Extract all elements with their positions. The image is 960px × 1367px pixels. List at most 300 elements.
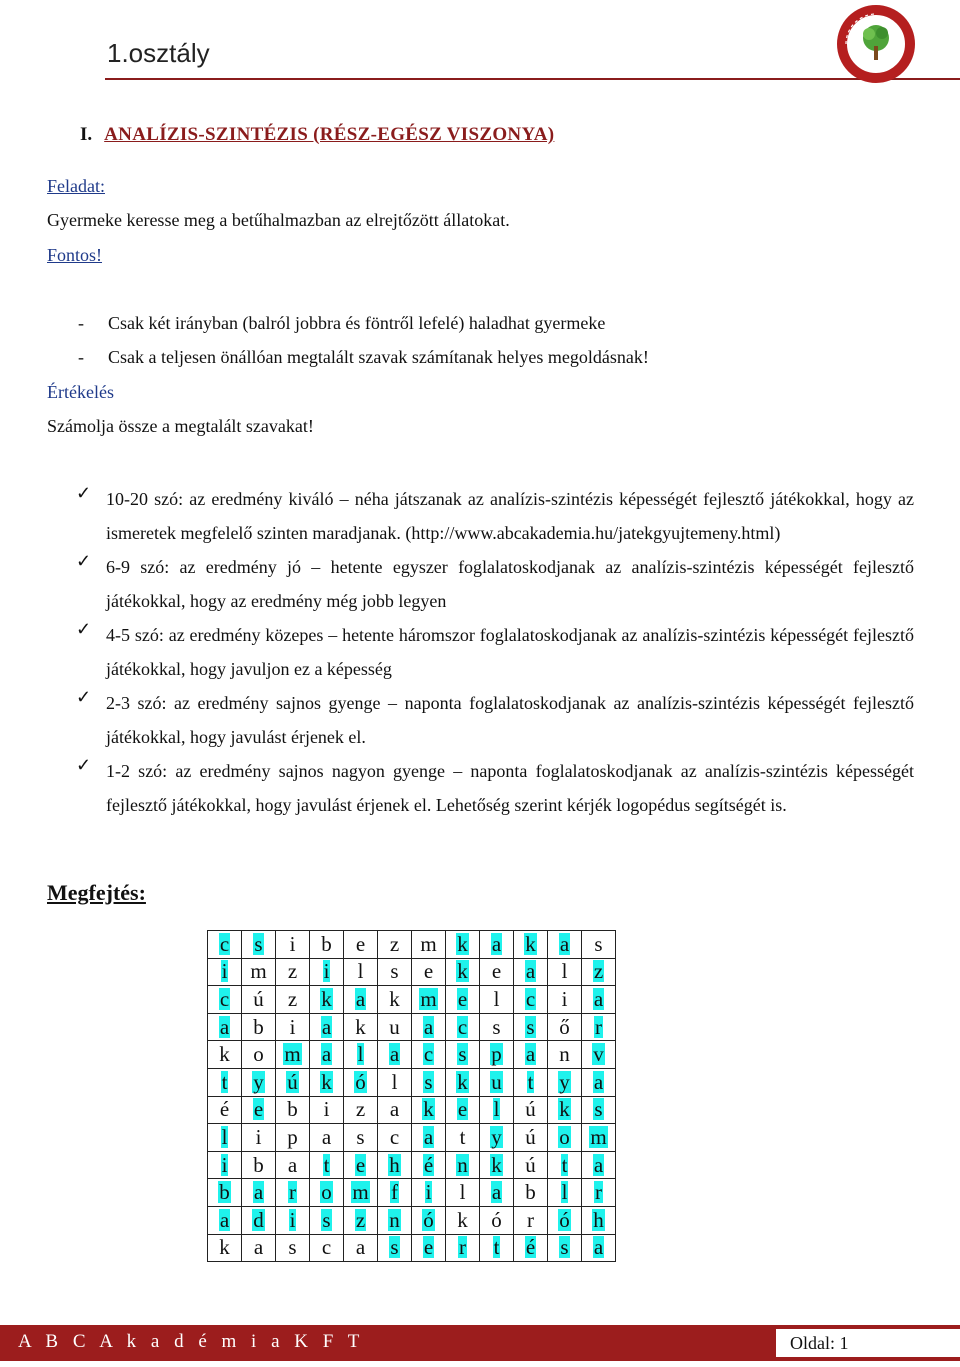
grid-cell	[446, 1234, 480, 1262]
grid-cell	[480, 1096, 514, 1124]
header-divider	[105, 78, 960, 80]
grid-letter: z	[287, 959, 298, 984]
grid-cell	[582, 986, 616, 1014]
grid-cell	[310, 1206, 344, 1234]
grid-letter: i	[289, 1014, 296, 1039]
grid-cell	[480, 1068, 514, 1096]
grid-row	[208, 986, 616, 1014]
grid-cell	[514, 1124, 548, 1152]
grid-letter-highlighted: i	[289, 1207, 296, 1232]
grid-letter-highlighted: k	[321, 986, 332, 1011]
grid-letter-highlighted: a	[219, 1207, 230, 1232]
footer-bar	[0, 1325, 960, 1361]
grid-letter-highlighted: r	[459, 1235, 466, 1260]
grid-letter: i	[289, 931, 296, 956]
grid-letter-highlighted: s	[594, 1097, 603, 1122]
grid-cell	[208, 958, 242, 986]
grid-cell	[344, 1096, 378, 1124]
grid-letter: ú	[253, 986, 264, 1011]
grid-cell	[480, 1013, 514, 1041]
grid-cell	[548, 1013, 582, 1041]
grid-letter-highlighted: a	[423, 1014, 434, 1039]
grid-letter-highlighted: k	[457, 931, 468, 956]
grid-cell	[412, 1206, 446, 1234]
grid-letter-highlighted: a	[423, 1124, 434, 1149]
grid-cell	[208, 1151, 242, 1179]
grid-cell	[208, 1234, 242, 1262]
grid-letter: k	[389, 986, 400, 1011]
grid-cell	[310, 1013, 344, 1041]
grid-letter-highlighted: r	[595, 1180, 602, 1205]
abc-akademia-logo	[836, 4, 916, 84]
grid-cell	[276, 1013, 310, 1041]
grid-cell	[446, 1124, 480, 1152]
grid-letter-highlighted: i	[221, 1152, 228, 1177]
grid-cell	[514, 986, 548, 1014]
grid-cell	[378, 1179, 412, 1207]
grid-letter-highlighted: h	[389, 1152, 400, 1177]
grid-letter-highlighted: a	[593, 986, 604, 1011]
grid-letter-highlighted: l	[357, 1042, 364, 1067]
grid-letter-highlighted: t	[221, 1069, 228, 1094]
rating-item-text: 10-20 szó: az eredmény kiváló – néha játszanak az analízis-szintézis képességét fejlesztő játékokkal, hogy az ismeretek megfelelő szinten maradjanak. (http://www.abcakademia.hu/jatekgyujtemeny.html)	[106, 489, 914, 543]
grid-letter: a	[321, 1124, 332, 1149]
grid-cell	[412, 1096, 446, 1124]
grid-cell	[514, 931, 548, 959]
grid-cell	[480, 1206, 514, 1234]
grid-cell	[480, 1234, 514, 1262]
grid-cell	[412, 1041, 446, 1069]
grid-letter: b	[287, 1097, 298, 1122]
grid-cell	[582, 931, 616, 959]
grid-letter: l	[357, 959, 364, 984]
grid-letter-highlighted: é	[423, 1152, 434, 1177]
grid-cell	[514, 1206, 548, 1234]
grid-letter-highlighted: n	[457, 1152, 468, 1177]
ertekeles-text: Számolja össze a megtalált szavakat!	[47, 416, 314, 436]
grid-cell	[582, 1041, 616, 1069]
grid-cell	[446, 1013, 480, 1041]
grid-letter-highlighted: n	[389, 1207, 400, 1232]
grid-cell	[480, 1151, 514, 1179]
grid-letter: n	[559, 1042, 570, 1067]
feladat-text: Gyermeke keresse meg a betűhalmazban az elrejtőzött állatokat.	[47, 210, 510, 230]
rating-checklist	[76, 482, 914, 822]
grid-letter-highlighted: a	[593, 1235, 604, 1260]
grid-cell	[276, 1151, 310, 1179]
grid-letter-highlighted: m	[590, 1124, 607, 1149]
grid-letter: z	[287, 986, 298, 1011]
grid-cell	[514, 1234, 548, 1262]
grid-cell	[548, 1234, 582, 1262]
grid-cell	[480, 1179, 514, 1207]
grid-letter-highlighted: s	[526, 1014, 535, 1039]
grid-cell	[208, 1013, 242, 1041]
grid-cell	[514, 958, 548, 986]
grid-cell	[276, 1041, 310, 1069]
grid-letter: o	[253, 1042, 264, 1067]
grid-cell	[378, 958, 412, 986]
grid-cell	[480, 1124, 514, 1152]
grid-cell	[412, 1151, 446, 1179]
grid-letter: e	[423, 959, 434, 984]
grid-cell	[378, 1041, 412, 1069]
grid-cell	[344, 1041, 378, 1069]
page-header-title: 1.osztály	[107, 38, 210, 68]
grid-cell	[548, 958, 582, 986]
grid-row	[208, 1124, 616, 1152]
grid-cell	[344, 986, 378, 1014]
grid-letter-highlighted: e	[423, 1235, 434, 1260]
grid-letter: k	[355, 1014, 366, 1039]
grid-cell	[582, 1124, 616, 1152]
grid-letter: s	[288, 1235, 297, 1260]
grid-cell	[344, 1013, 378, 1041]
letter-grid	[207, 930, 616, 1262]
grid-cell	[582, 958, 616, 986]
checkmark-icon: ✓	[76, 551, 92, 571]
grid-cell	[310, 1179, 344, 1207]
grid-cell	[276, 1206, 310, 1234]
grid-cell	[208, 986, 242, 1014]
grid-cell	[548, 1206, 582, 1234]
grid-letter-highlighted: i	[425, 1180, 432, 1205]
grid-cell	[310, 1041, 344, 1069]
grid-letter-highlighted: a	[491, 931, 502, 956]
feladat-label: Feladat:	[47, 176, 105, 196]
grid-letter-highlighted: a	[525, 959, 536, 984]
checkmark-icon: ✓	[76, 619, 92, 639]
grid-letter-highlighted: d	[253, 1207, 264, 1232]
section-heading	[80, 124, 554, 146]
grid-cell	[242, 1124, 276, 1152]
grid-cell	[276, 931, 310, 959]
grid-letter-highlighted: é	[525, 1235, 536, 1260]
rating-item-text: 4-5 szó: az eredmény közepes – hetente háromszor foglalatoskodjanak az analízis-szintézis képességét fejlesztő játékokkal, hogy javuljon ez a képesség	[106, 625, 914, 679]
grid-letter-highlighted: l	[493, 1097, 500, 1122]
grid-letter: ó	[491, 1207, 502, 1232]
rating-item	[76, 618, 914, 686]
ertekeles-label: Értékelés	[47, 382, 114, 402]
grid-letter-highlighted: y	[559, 1069, 570, 1094]
grid-letter-highlighted: l	[561, 1180, 568, 1205]
grid-letter: l	[493, 986, 500, 1011]
grid-letter: k	[457, 1207, 468, 1232]
footer-page-number: Oldal: 1	[776, 1329, 960, 1357]
fontos-item-text: Csak a teljesen önállóan megtalált szavak számítanak helyes megoldásnak!	[108, 347, 649, 367]
grid-letter: k	[219, 1235, 230, 1260]
grid-cell	[242, 1206, 276, 1234]
grid-cell	[242, 1068, 276, 1096]
grid-cell	[446, 1206, 480, 1234]
grid-cell	[548, 1179, 582, 1207]
grid-cell	[548, 1096, 582, 1124]
grid-cell	[582, 1096, 616, 1124]
grid-letter-highlighted: u	[491, 1069, 502, 1094]
grid-letter-highlighted: p	[491, 1042, 502, 1067]
grid-cell	[582, 1206, 616, 1234]
grid-cell	[412, 986, 446, 1014]
grid-letter: é	[219, 1097, 230, 1122]
grid-cell	[548, 1151, 582, 1179]
grid-cell	[446, 1068, 480, 1096]
grid-letter-highlighted: a	[253, 1180, 264, 1205]
grid-letter: s	[492, 1014, 501, 1039]
grid-letter-highlighted: s	[390, 1235, 399, 1260]
grid-letter-highlighted: k	[457, 959, 468, 984]
grid-cell	[344, 958, 378, 986]
grid-cell	[446, 1151, 480, 1179]
grid-letter-highlighted: s	[560, 1235, 569, 1260]
grid-letter-highlighted: s	[458, 1042, 467, 1067]
grid-cell	[514, 1179, 548, 1207]
grid-letter: b	[525, 1180, 536, 1205]
grid-cell	[310, 1151, 344, 1179]
grid-cell	[378, 1013, 412, 1041]
fontos-item	[78, 347, 649, 368]
grid-cell	[208, 1041, 242, 1069]
grid-cell	[412, 1068, 446, 1096]
grid-letter-highlighted: a	[355, 986, 366, 1011]
grid-letter: m	[250, 959, 267, 984]
grid-cell	[480, 986, 514, 1014]
grid-letter: b	[253, 1152, 264, 1177]
fontos-label: Fontos!	[47, 245, 103, 265]
rating-item	[76, 686, 914, 754]
grid-letter-highlighted: a	[593, 1069, 604, 1094]
grid-cell	[446, 1179, 480, 1207]
grid-cell	[310, 958, 344, 986]
megfejtes-label: Megfejtés:	[47, 880, 146, 905]
grid-cell	[344, 931, 378, 959]
grid-letter-highlighted: a	[321, 1014, 332, 1039]
grid-cell	[344, 1124, 378, 1152]
grid-cell	[344, 1179, 378, 1207]
grid-letter-highlighted: z	[593, 959, 604, 984]
grid-cell	[276, 1124, 310, 1152]
fontos-item-text: Csak két irányban (balról jobbra és föntről lefelé) haladhat gyermeke	[108, 313, 606, 333]
grid-letter-highlighted: h	[593, 1207, 604, 1232]
grid-letter-highlighted: m	[284, 1042, 301, 1067]
grid-letter-highlighted: c	[219, 931, 230, 956]
grid-letter-highlighted: i	[221, 959, 228, 984]
grid-row	[208, 1151, 616, 1179]
grid-cell	[208, 931, 242, 959]
grid-cell	[242, 986, 276, 1014]
grid-cell	[310, 1096, 344, 1124]
grid-letter-highlighted: k	[491, 1152, 502, 1177]
grid-letter: e	[355, 931, 366, 956]
grid-cell	[446, 958, 480, 986]
grid-cell	[412, 1013, 446, 1041]
grid-letter: b	[253, 1014, 264, 1039]
grid-letter-highlighted: z	[355, 1207, 366, 1232]
grid-cell	[514, 1041, 548, 1069]
grid-letter: p	[287, 1124, 298, 1149]
grid-cell	[378, 986, 412, 1014]
grid-letter-highlighted: e	[457, 986, 468, 1011]
grid-letter: e	[491, 959, 502, 984]
checkmark-icon: ✓	[76, 755, 92, 775]
grid-cell	[582, 1234, 616, 1262]
grid-row	[208, 1234, 616, 1262]
grid-cell	[412, 1124, 446, 1152]
grid-cell	[446, 1096, 480, 1124]
footer-company: A B C A k a d é m i a K F T	[18, 1331, 365, 1352]
grid-letter-highlighted: m	[420, 986, 437, 1011]
grid-letter: i	[323, 1097, 330, 1122]
grid-letter: z	[389, 931, 400, 956]
grid-cell	[582, 1179, 616, 1207]
grid-letter-highlighted: y	[253, 1069, 264, 1094]
grid-letter-highlighted: k	[321, 1069, 332, 1094]
grid-letter-highlighted: c	[525, 986, 536, 1011]
grid-letter-highlighted: m	[352, 1180, 369, 1205]
grid-letter-highlighted: b	[219, 1180, 230, 1205]
grid-letter: ú	[525, 1124, 536, 1149]
grid-letter: ő	[559, 1014, 570, 1039]
grid-cell	[242, 931, 276, 959]
grid-cell	[412, 1234, 446, 1262]
grid-cell	[582, 1013, 616, 1041]
grid-letter-highlighted: a	[593, 1152, 604, 1177]
grid-letter: t	[459, 1124, 466, 1149]
grid-letter: z	[355, 1097, 366, 1122]
rating-item-text: 2-3 szó: az eredmény sajnos gyenge – naponta foglalatoskodjanak az analízis-szintézis képességét fejlesztő játékokkal, hogy javulást érjenek el.	[106, 693, 914, 747]
grid-letter: k	[219, 1042, 230, 1067]
grid-letter: u	[389, 1014, 400, 1039]
grid-cell	[310, 1124, 344, 1152]
grid-cell	[378, 931, 412, 959]
grid-letter-highlighted: o	[321, 1180, 332, 1205]
grid-cell	[514, 1068, 548, 1096]
grid-row	[208, 1068, 616, 1096]
grid-cell	[276, 986, 310, 1014]
grid-cell	[276, 1096, 310, 1124]
grid-letter: s	[390, 959, 399, 984]
grid-cell	[480, 931, 514, 959]
grid-letter-highlighted: a	[219, 1014, 230, 1039]
grid-letter: i	[561, 986, 568, 1011]
grid-letter-highlighted: s	[254, 931, 263, 956]
grid-letter-highlighted: k	[525, 931, 536, 956]
grid-cell	[548, 1068, 582, 1096]
grid-cell	[480, 1041, 514, 1069]
grid-letter: a	[355, 1235, 366, 1260]
grid-cell	[208, 1179, 242, 1207]
grid-cell	[310, 1234, 344, 1262]
grid-letter-highlighted: a	[321, 1042, 332, 1067]
rating-item-text: 6-9 szó: az eredmény jó – hetente egyszer foglalatoskodjanak az analízis-szintézis képességét fejlesztő játékokkal, hogy az eredmény még jobb legyen	[106, 557, 914, 611]
grid-letter: s	[594, 931, 603, 956]
grid-letter-highlighted: o	[559, 1124, 570, 1149]
grid-letter-highlighted: ú	[287, 1069, 298, 1094]
grid-letter: l	[391, 1069, 398, 1094]
grid-letter-highlighted: c	[457, 1014, 468, 1039]
grid-row	[208, 1013, 616, 1041]
grid-cell	[446, 1041, 480, 1069]
grid-letter-highlighted: f	[391, 1180, 398, 1205]
grid-letter-highlighted: i	[323, 959, 330, 984]
grid-letter-highlighted: t	[323, 1152, 330, 1177]
grid-cell	[514, 1151, 548, 1179]
grid-cell	[310, 1068, 344, 1096]
grid-cell	[548, 1041, 582, 1069]
fontos-item	[78, 313, 605, 334]
grid-letter-highlighted: a	[491, 1180, 502, 1205]
grid-letter-highlighted: c	[423, 1042, 434, 1067]
grid-cell	[242, 1013, 276, 1041]
grid-letter: a	[253, 1235, 264, 1260]
grid-letter-highlighted: r	[595, 1014, 602, 1039]
grid-letter: c	[389, 1124, 400, 1149]
grid-cell	[514, 1013, 548, 1041]
grid-cell	[208, 1206, 242, 1234]
grid-letter: l	[459, 1180, 466, 1205]
grid-cell	[310, 931, 344, 959]
grid-row	[208, 931, 616, 959]
grid-cell	[276, 1234, 310, 1262]
grid-letter-highlighted: t	[561, 1152, 568, 1177]
grid-letter: s	[356, 1124, 365, 1149]
grid-cell	[276, 958, 310, 986]
grid-row	[208, 1206, 616, 1234]
grid-cell	[548, 986, 582, 1014]
grid-letter-highlighted: t	[493, 1235, 500, 1260]
rating-item-text: 1-2 szó: az eredmény sajnos nagyon gyenge – naponta foglalatoskodjanak az analízis-szintézis képességét fejlesztő játékokkal, hogy javulást érjenek el. Lehetőség szerint kérjék logopédus segítségét is.	[106, 761, 914, 815]
grid-cell	[208, 1068, 242, 1096]
dash-bullet: -	[78, 347, 84, 367]
grid-cell	[378, 1151, 412, 1179]
grid-row	[208, 1096, 616, 1124]
grid-cell	[276, 1179, 310, 1207]
grid-cell	[514, 1096, 548, 1124]
dash-bullet: -	[78, 313, 84, 333]
grid-cell	[344, 1151, 378, 1179]
grid-cell	[446, 931, 480, 959]
grid-letter-highlighted: k	[423, 1097, 434, 1122]
grid-cell	[378, 1096, 412, 1124]
grid-cell	[378, 1234, 412, 1262]
grid-letter-highlighted: k	[457, 1069, 468, 1094]
grid-cell	[344, 1206, 378, 1234]
grid-cell	[582, 1151, 616, 1179]
grid-letter-highlighted: a	[389, 1042, 400, 1067]
grid-cell	[310, 986, 344, 1014]
grid-letter-highlighted: ó	[559, 1207, 570, 1232]
grid-letter-highlighted: v	[593, 1042, 604, 1067]
grid-letter: i	[255, 1124, 262, 1149]
grid-letter-highlighted: a	[559, 931, 570, 956]
section-title: ANALÍZIS-SZINTÉZIS (RÉSZ-EGÉSZ VISZONYA)	[104, 124, 555, 145]
grid-cell	[344, 1068, 378, 1096]
grid-cell	[378, 1206, 412, 1234]
grid-cell	[480, 958, 514, 986]
grid-cell	[242, 1151, 276, 1179]
grid-letter-highlighted: e	[253, 1097, 264, 1122]
grid-cell	[208, 1124, 242, 1152]
grid-letter: c	[321, 1235, 332, 1260]
grid-row	[208, 958, 616, 986]
grid-cell	[582, 1068, 616, 1096]
grid-cell	[446, 986, 480, 1014]
grid-letter-highlighted: ó	[355, 1069, 366, 1094]
grid-letter: l	[561, 959, 568, 984]
grid-cell	[412, 931, 446, 959]
rating-item	[76, 754, 914, 822]
grid-letter-highlighted: a	[525, 1042, 536, 1067]
checkmark-icon: ✓	[76, 483, 92, 503]
